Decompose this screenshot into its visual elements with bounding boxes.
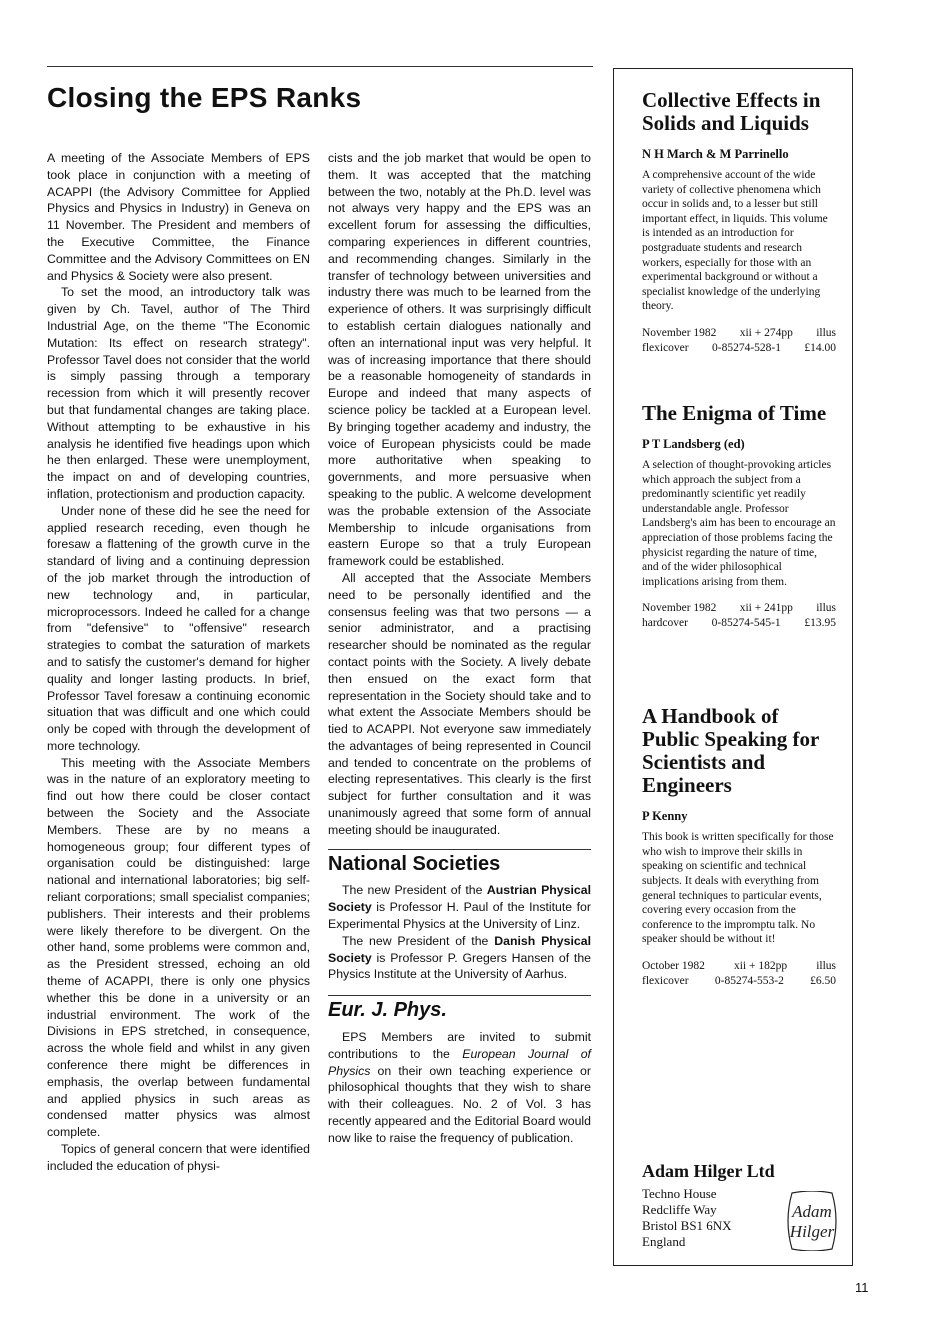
book-title: The Enigma of Time (642, 400, 827, 425)
national-societies-heading: National Societies (328, 852, 501, 875)
article-paragraph-1 (47, 150, 310, 284)
book-price: £14.00 (804, 341, 836, 354)
publisher-address-line: Bristol BS1 6NX (642, 1218, 732, 1233)
publisher-address-line: Techno House (642, 1186, 717, 1201)
top-rule (47, 66, 593, 67)
book-ad-collective-effects (642, 89, 836, 356)
article-paragraph-5: Topics of general concern that were identified included the education of physi- (47, 1142, 310, 1173)
book-details: November 1982 xii + 241pp illus hardcover 0-85274-545-1 £13.95 (642, 602, 836, 630)
book-authors: P T Landsberg (ed) (642, 436, 745, 451)
section-rule (328, 995, 591, 996)
ejp-heading: Eur. J. Phys. (328, 999, 447, 1022)
book-title: A Handbook of Public Speaking for Scientists and Engineers (642, 704, 819, 798)
publisher-name: Adam Hilger Ltd (642, 1161, 775, 1181)
logo-word-adam: Adam (792, 1202, 832, 1221)
book-ad-enigma-of-time (642, 402, 836, 631)
austrian-society-name: Austrian Physical Society (328, 883, 591, 915)
ejp-paragraph: EPS Members are invited to submit contributions to the European Journal of Physics on their own teaching experience or philosophical thoughts that they wish to share with their colleagues. No. 2 of Vol. 3 has recently appeared and the Editorial Board would now like to raise the frequency of publication. (328, 1030, 591, 1145)
article-title: Closing the EPS Ranks (47, 82, 362, 113)
article-paragraph-3: Under none of these did he see the need for applied research receding, even though he foresaw a flattening of the growth curve in the standard of living and a continuing depression of the job market through the introduction of new technology and, in particular, microprocessors. Indeed he called for a change from "defensive" to "offensive" research strategies to combat the saturation of markets and to satisfy the customer's demand for higher quality and longer lasting products. In brief, Professor Tavel foresaw a continuing economic situation that was difficult and one which could only be coped with through the development of more technology. (47, 503, 310, 753)
book-authors: P Kenny (642, 809, 688, 824)
article-paragraph-4: This meeting with the Associate Members was in the nature of an exploratory meeting to find out how there could be closer contact between the Society and the Associate Members. These are by no means a homogeneous group; four different types of organisation could be distinguished: large national and international laboratories; big self-reliant corporations; small specialist companies; publishers. Their interests and their problems were likely therefore to be divergent. On the other hand, some problems were common and, as the President stressed, echoing an old theme of ACAPPI, there is only one physics whether this be done in a university or an industrial environment. The work of the Divisions in EPS stretched, in consequence, across the whole field and whilst in any given conference there might be differences in emphasis, the overlap between fundamental and applied physics in such areas as condensed matter physics was almost complete. (47, 755, 310, 1140)
book-description: This book is written specifically for those who wish to improve their skills in speaking on scientific and technical subjects. It deals with everything from general techniques to particular events, covering every occasion from the conference to the impromptu talk. No speaker should be without it! (642, 831, 834, 946)
journal-name: European Journal of Physics (328, 1046, 591, 1078)
page-number: 11 (855, 1280, 869, 1295)
book-details: November 1982 xii + 274pp illus flexicover 0-85274-528-1 £14.00 (642, 326, 836, 354)
logo-word-hilger: Hilger (789, 1222, 835, 1241)
publisher-address-line: England (642, 1234, 686, 1249)
book-details: October 1982 xii + 182pp illus flexicover 0-85274-553-2 £6.50 (642, 960, 836, 988)
article-paragraph-6: cists and the job market that would be open to them. It was accepted that the matching between the two, notably at the Ph.D. level was not always very happy and the EPS was an excellent forum for assessing the difficulties, comparing experiences in different countries, and recommending changes. Similarly in the transfer of technology between universities and industry there was much to be learned from the experience of others. It was surprisingly difficult to establish certain dialogues nationally and often an international input was very helpful. It was of increasing importance that there should be a reasonable homogeneity of standards in Europe and indeed that many aspects of science policy be tackled at a European level. By bringing together academy and industry, the voice of European physicists could be made more authoritative when speaking to governments, and more persuasive when speaking to the public. A welcome development was the probable extension of the Associate Membership to inlcude organisations from eastern Europe so that a truly European framework could be established. (328, 151, 591, 569)
article-column-1 (47, 150, 310, 1175)
book-authors: N H March & M Parrinello (642, 147, 789, 161)
book-ad-public-speaking (642, 677, 836, 989)
danish-society-name: Danish Physical Society (328, 933, 591, 965)
article-paragraph-2: To set the mood, an introductory talk was given by Ch. Tavel, author of The Third Industrial Age, on the theme "The Economic Mutation: Its effect on research strategy". Professor Tavel does not consider that the world is simply passing through a temporary recession from which it will presently recover but that fundamental changes are taking place. Without attempting to be exhaustive in his analysis he identified five headings upon which he then enlarged. These were unemployment, the impact on and of developing countries, inflation, protectionism and production capacity. (47, 285, 310, 501)
book-price: £13.95 (804, 617, 836, 630)
national-paragraph-austria: The new President of the Austrian Physical Society is Professor H. Paul of the Institute for Experimental Physics at the University of Linz. (328, 883, 591, 932)
book-price: £6.50 (810, 975, 836, 988)
article-paragraph-7: All accepted that the Associate Members need to be personally identified and the consensus feeling was that two persons — a senior administrator, and a practising researcher should be nominated as the regular contact points with the Society. A lively debate then ensued on the exact form that representation in the Society should take and to what extent the Associate Members should be tied to ACAPPI. Not everyone saw immediately the advantages of being represented in Council and tended to concentrate on the problems of electing representatives. This clearly is the first subject for further consultation and it was unanimously agreed that some form of annual meeting should be inaugurated. (328, 570, 591, 837)
book-description: A comprehensive account of the wide variety of collective phenomena which occur in solids and, to a lesser but still important effect, in liquids. This volume is intended as an introduction for postgraduate students and research workers, especially for those with an experimental background or without a specialist knowledge of the underlying theory. (642, 169, 828, 313)
publisher-address-line: Redcliffe Way (642, 1202, 717, 1217)
article-column-2 (328, 150, 591, 1147)
section-rule (328, 849, 591, 850)
p1-text-a: A meeting of the Associate Members of EPS took place in conjunction with a meeting of ACAPPI (the Advisory Committee for Applied Physics and Physics in Industry) in Geneva on 11 November. The President and members of the Executive Committee, the Finance Committee and the Advisory Committees on EN and Physics & Society were also present. (47, 151, 310, 283)
book-advertisement-box (613, 68, 853, 1266)
national-paragraph-denmark: The new President of the Danish Physical Society is Professor P. Gregers Hansen of the Physics Institute at the University of Aarhus. (328, 933, 591, 982)
book-description: A selection of thought-provoking articles which approach the subject from a predominantly scientific yet readily understandable angle. Professor Landsberg's aim has been to encourage an appreciation of those problems facing the physicist regarding the nature of time, and of the wider philosophical implications arising from them. (642, 458, 836, 588)
adam-hilger-logo (784, 1191, 840, 1251)
book-title: Collective Effects in Solids and Liquids (642, 88, 821, 135)
